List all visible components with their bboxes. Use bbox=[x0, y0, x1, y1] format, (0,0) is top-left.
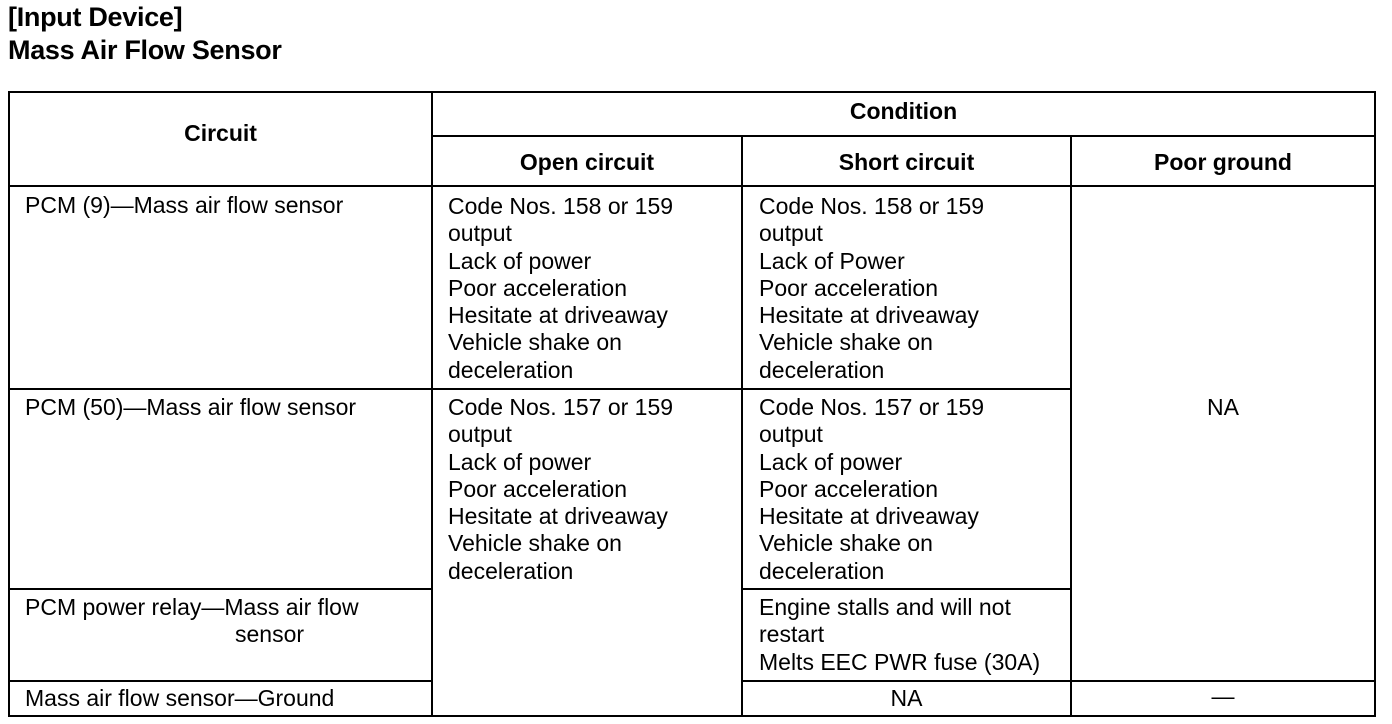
symptom-text: Hesitate at driveaway bbox=[759, 302, 979, 329]
circuit-cell: PCM (9)—Mass air flow sensor bbox=[25, 192, 344, 218]
poor-ground-cell: — bbox=[1211, 683, 1235, 709]
circuit-cell: PCM (50)—Mass air flow sensor bbox=[25, 394, 357, 420]
symptom-text: output bbox=[759, 421, 823, 448]
symptom-text: Poor acceleration bbox=[448, 475, 627, 502]
header-short-circuit: Short circuit bbox=[838, 149, 975, 175]
table-rule bbox=[1374, 91, 1376, 717]
circuit-text: PCM power relay—Mass air flow bbox=[25, 594, 359, 620]
symptom-text: deceleration bbox=[448, 557, 574, 584]
symptom-text: Lack of power bbox=[759, 448, 903, 475]
symptom-text: Code Nos. 158 or 159 bbox=[759, 193, 985, 219]
symptom-text: deceleration bbox=[448, 356, 574, 383]
circuit-cell: Mass air flow sensor—Ground bbox=[25, 685, 335, 711]
symptom-text: deceleration bbox=[759, 557, 885, 584]
table-rule bbox=[8, 388, 1071, 390]
table-rule bbox=[8, 91, 10, 717]
header-open-circuit: Open circuit bbox=[519, 149, 655, 175]
page-heading-category: [Input Device] bbox=[8, 2, 183, 32]
circuit-text: sensor bbox=[235, 621, 305, 648]
short-circuit-cell: NA bbox=[890, 685, 923, 711]
symptom-text: Vehicle shake on bbox=[448, 530, 622, 557]
symptom-text: Lack of Power bbox=[759, 247, 905, 274]
page-title: Mass Air Flow Sensor bbox=[8, 35, 282, 65]
symptom-text: Code Nos. 158 or 159 bbox=[448, 193, 674, 219]
short-circuit-cell bbox=[759, 193, 984, 384]
symptom-text: Vehicle shake on bbox=[759, 530, 933, 557]
symptom-text: Poor acceleration bbox=[759, 274, 938, 301]
symptom-text: output bbox=[759, 220, 823, 247]
table-rule bbox=[431, 91, 433, 717]
symptom-text: Lack of power bbox=[448, 247, 592, 274]
symptom-text: Lack of power bbox=[448, 448, 592, 475]
table-rule bbox=[8, 680, 432, 682]
table-rule bbox=[432, 135, 1376, 137]
short-circuit-cell bbox=[759, 594, 1040, 676]
symptom-text: Hesitate at driveaway bbox=[448, 503, 668, 530]
symptom-text: Engine stalls and will not bbox=[759, 594, 1011, 620]
table-rule bbox=[742, 680, 1376, 682]
header-condition: Condition bbox=[849, 98, 958, 124]
open-circuit-cell bbox=[448, 193, 673, 384]
symptom-text: Melts EEC PWR fuse (30A) bbox=[759, 648, 1041, 675]
circuit-cell bbox=[25, 594, 405, 649]
symptom-text: Code Nos. 157 or 159 bbox=[448, 394, 674, 420]
table-rule bbox=[8, 185, 1376, 187]
short-circuit-cell bbox=[759, 394, 984, 585]
symptom-text: Vehicle shake on bbox=[759, 329, 933, 356]
open-circuit-cell bbox=[448, 394, 673, 585]
table-rule bbox=[741, 135, 743, 717]
symptom-text: deceleration bbox=[759, 356, 885, 383]
symptom-text: restart bbox=[759, 621, 825, 648]
table-rule bbox=[8, 715, 1376, 717]
symptom-text: output bbox=[448, 421, 512, 448]
symptom-text: Poor acceleration bbox=[448, 274, 627, 301]
symptom-text: Code Nos. 157 or 159 bbox=[759, 394, 985, 420]
table-rule bbox=[8, 91, 1376, 93]
table-rule bbox=[8, 588, 432, 590]
symptom-text: output bbox=[448, 220, 512, 247]
header-poor-ground: Poor ground bbox=[1154, 149, 1292, 175]
poor-ground-cell: NA bbox=[1207, 394, 1239, 420]
table-rule bbox=[1070, 135, 1072, 717]
symptom-text: Hesitate at driveaway bbox=[448, 302, 668, 329]
symptom-text: Hesitate at driveaway bbox=[759, 503, 979, 530]
symptom-text: Vehicle shake on bbox=[448, 329, 622, 356]
header-circuit: Circuit bbox=[184, 120, 257, 146]
symptom-text: Poor acceleration bbox=[759, 475, 938, 502]
table-rule bbox=[742, 588, 1071, 590]
